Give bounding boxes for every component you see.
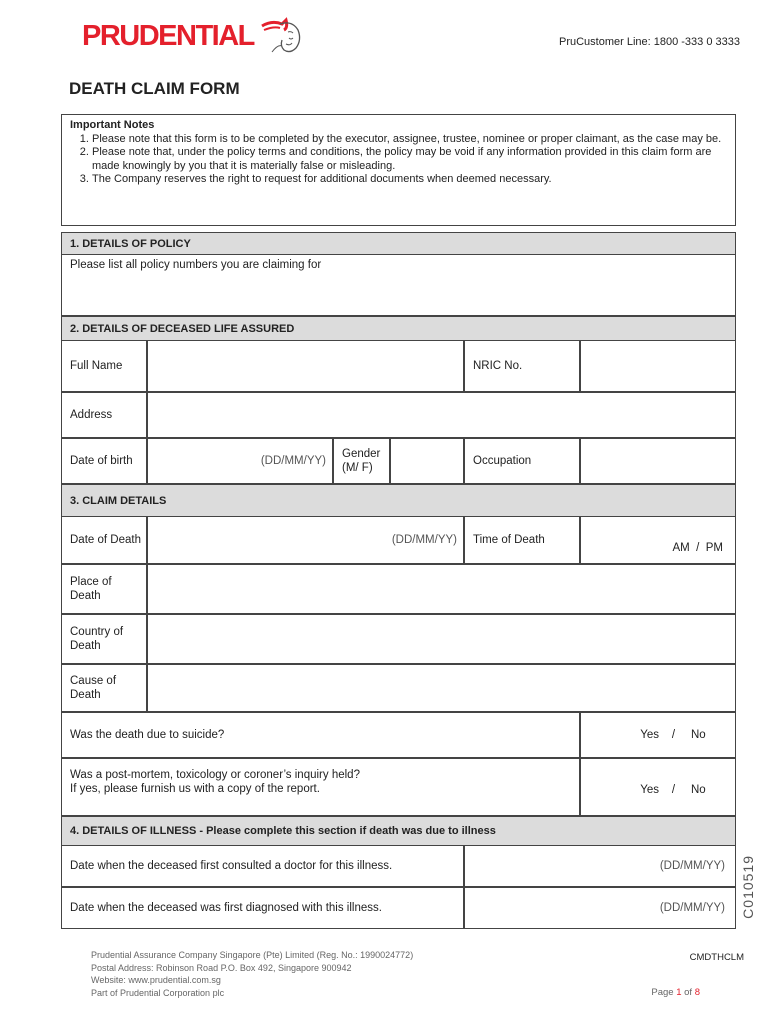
- note-item: 1. Please note that this form is to be completed by the executor, assignee, trustee, nominee or proper claimant, as the case may be.: [92, 133, 727, 147]
- consulted-doctor-field[interactable]: [464, 845, 736, 887]
- footer-line: Postal Address: Robinson Road P.O. Box 492, Singapore 900942: [91, 962, 352, 973]
- country-of-death-field[interactable]: [147, 614, 736, 664]
- postmortem-question: [61, 758, 580, 816]
- gender-label: Gender (M/ F): [333, 438, 390, 484]
- policy-numbers-label: Please list all policy numbers you are claiming for: [70, 259, 322, 271]
- postmortem-question-line2: If yes, please furnish us with a copy of the report.: [70, 783, 320, 795]
- side-form-code: C010519: [740, 855, 756, 919]
- nric-field[interactable]: [580, 340, 736, 392]
- time-of-death-label: Time of Death: [464, 516, 580, 564]
- diagnosed-date-hint: (DD/MM/YY): [659, 902, 725, 914]
- address-field[interactable]: [147, 392, 736, 438]
- footer-line: Prudential Assurance Company Singapore (Pte) Limited (Reg. No.: 1990024772): [91, 950, 414, 960]
- date-of-death-label: Date of Death: [61, 516, 147, 564]
- diagnosed-field[interactable]: [464, 887, 736, 929]
- footer-line: Website: www.prudential.com.sg: [91, 975, 221, 985]
- form-code: CMDTHCLM: [689, 952, 744, 963]
- address-label: Address: [61, 392, 147, 438]
- section-2-header: 2. DETAILS OF DECEASED LIFE ASSURED: [61, 316, 736, 340]
- occupation-field[interactable]: [580, 438, 736, 484]
- cause-of-death-label: Cause of Death: [61, 664, 147, 712]
- important-notes: [61, 114, 736, 226]
- cause-of-death-field[interactable]: [147, 664, 736, 712]
- country-of-death-label: Country of Death: [61, 614, 147, 664]
- footer-line: Part of Prudential Corporation plc: [91, 987, 225, 998]
- diagnosed-label: Date when the deceased was first diagnosed with this illness.: [61, 887, 464, 929]
- place-of-death-label: Place of Death: [61, 564, 147, 614]
- occupation-label: Occupation: [464, 438, 580, 484]
- time-of-death-field[interactable]: [580, 516, 736, 564]
- postmortem-question-line1: Was a post-mortem, toxicology or coroner’s inquiry held?: [70, 769, 360, 781]
- place-of-death-field[interactable]: [147, 564, 736, 614]
- page-number: [651, 987, 700, 998]
- date-of-death-format-hint: (DD/MM/YY): [391, 534, 457, 546]
- footer-company-info: [91, 949, 413, 999]
- prudential-logo: [82, 16, 306, 56]
- nric-label: NRIC No.: [464, 340, 580, 392]
- postmortem-yes-no[interactable]: Yes / No: [640, 784, 706, 796]
- logo-text: PRUDENTIAL: [82, 19, 254, 52]
- suicide-yes-no[interactable]: Yes / No: [640, 729, 706, 741]
- page-current: 1: [676, 987, 682, 998]
- customer-line: PruCustomer Line: 1800 -333 0 3333: [558, 36, 740, 48]
- suicide-answer[interactable]: [580, 712, 736, 758]
- policy-numbers-field[interactable]: [61, 254, 736, 316]
- prudence-head-icon: [258, 16, 306, 56]
- gender-field[interactable]: [390, 438, 464, 484]
- note-item: 2. Please note that, under the policy terms and conditions, the policy may be void if any information provided in this claim form are made knowingly by you that it is materially false or misleading.: [92, 146, 727, 173]
- full-name-field[interactable]: [147, 340, 464, 392]
- dob-format-hint: (DD/MM/YY): [260, 455, 326, 467]
- note-item: 3. The Company reserves the right to request for additional documents when deemed necessary.: [92, 173, 727, 187]
- page-of: of: [684, 987, 693, 998]
- suicide-question: Was the death due to suicide?: [61, 712, 580, 758]
- dob-field[interactable]: [147, 438, 333, 484]
- page-title: DEATH CLAIM FORM: [69, 79, 240, 98]
- full-name-label: Full Name: [61, 340, 147, 392]
- page-total: 8: [694, 987, 700, 998]
- date-of-death-field[interactable]: [147, 516, 464, 564]
- section-3-header: 3. CLAIM DETAILS: [61, 484, 736, 516]
- am-pm-option[interactable]: AM / PM: [672, 542, 723, 554]
- postmortem-answer[interactable]: [580, 758, 736, 816]
- dob-label: Date of birth: [61, 438, 147, 484]
- page-prefix: Page: [651, 987, 674, 998]
- section-1-header: 1. DETAILS OF POLICY: [61, 232, 736, 254]
- consulted-doctor-label: Date when the deceased first consulted a doctor for this illness.: [61, 845, 464, 887]
- section-4-header: 4. DETAILS OF ILLNESS - Please complete this section if death was due to illness: [61, 816, 736, 845]
- notes-heading: Important Notes: [70, 119, 155, 131]
- consulted-date-hint: (DD/MM/YY): [659, 860, 725, 872]
